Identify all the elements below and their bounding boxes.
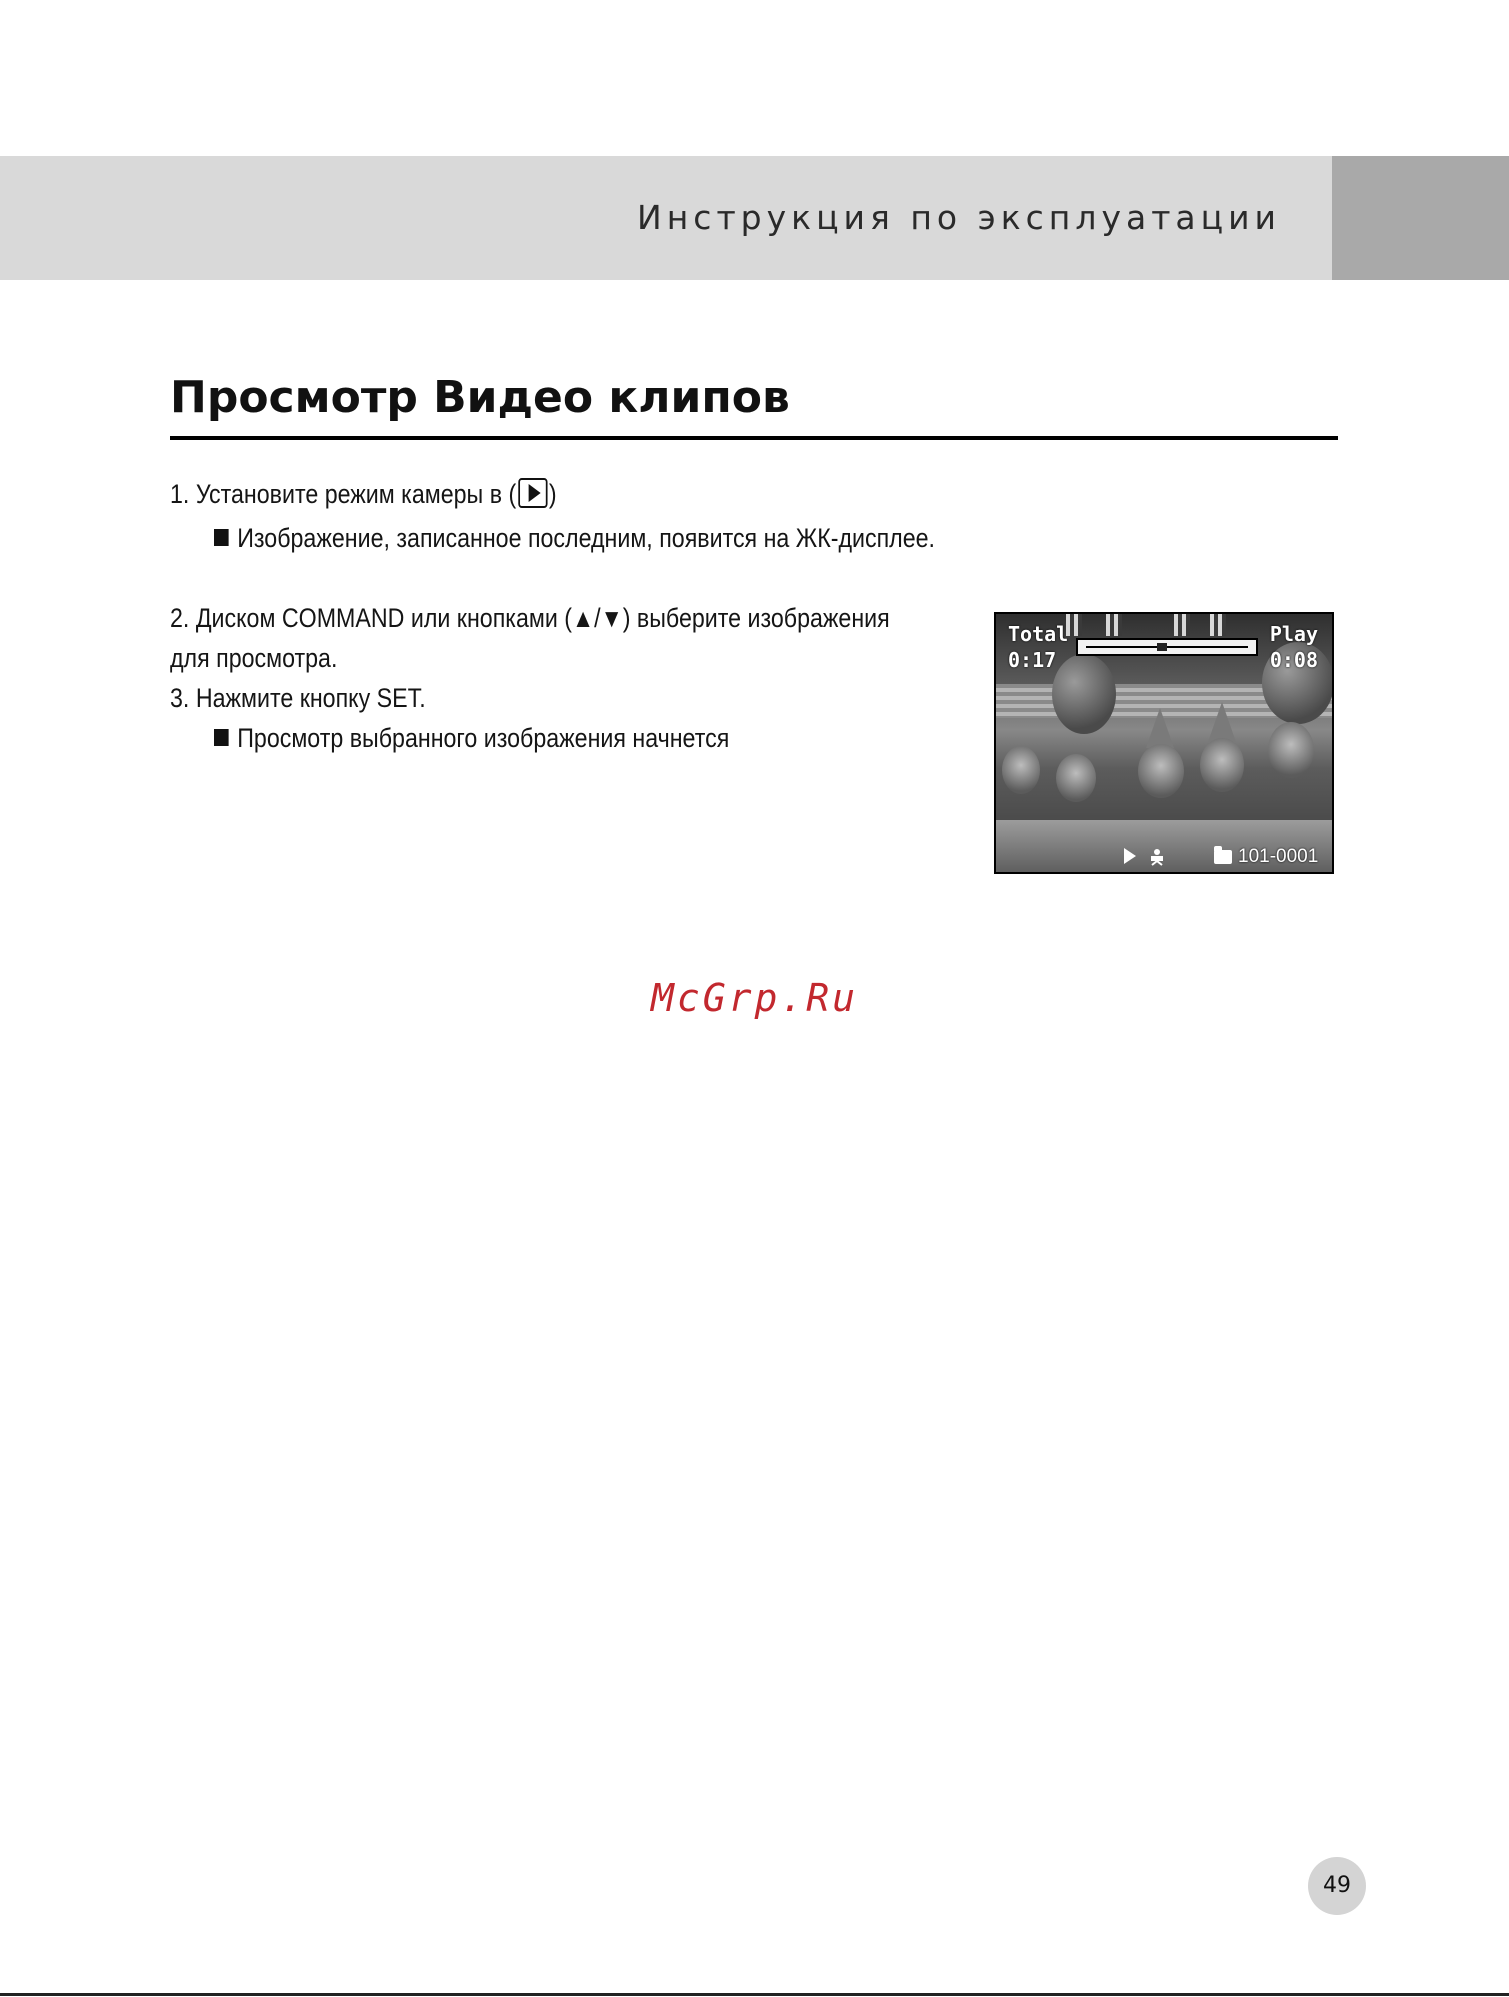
- photo-face: [1002, 746, 1040, 794]
- folder-icon: [1214, 850, 1232, 864]
- photo-face: [1056, 754, 1096, 802]
- photo-face: [1268, 722, 1314, 778]
- down-arrow-icon: ▼: [600, 603, 623, 633]
- photo-building: [1106, 614, 1122, 636]
- page-number: 49: [1308, 1857, 1366, 1915]
- osd-total-label: Total: [1008, 622, 1069, 646]
- header-tab: [1332, 156, 1509, 280]
- play-mode-icon: [518, 478, 547, 508]
- bottom-divider: [0, 1993, 1509, 1996]
- step-1-note: [214, 520, 935, 556]
- step-1-suffix: ): [548, 479, 557, 509]
- lcd-preview: [994, 612, 1334, 874]
- osd-play-label: Play: [1269, 622, 1318, 646]
- step-3-note: [214, 720, 729, 756]
- photo-party-hat: [1208, 702, 1236, 742]
- header-title: Инструкция по эксплуатации: [637, 198, 1281, 237]
- step-2: [170, 600, 890, 636]
- osd-play-time: 0:08: [1269, 648, 1318, 672]
- bullet-square-icon: [214, 529, 229, 546]
- step-3: 3. Нажмите кнопку SET.: [170, 683, 426, 713]
- photo-building: [1210, 614, 1226, 636]
- file-number: 101-0001: [1238, 846, 1319, 867]
- step-2-suffix: ) выберите изображения: [622, 603, 890, 633]
- photo-building: [1066, 614, 1082, 636]
- photo-building: [1174, 614, 1190, 636]
- step-2-prefix: 2. Диском COMMAND или кнопками (: [170, 603, 572, 633]
- photo-face: [1200, 738, 1244, 792]
- step-1-note-text: Изображение, записанное последним, появится на ЖК-дисплее.: [237, 523, 936, 553]
- play-icon: [1124, 848, 1136, 864]
- step-2-line-2: для просмотра.: [170, 643, 338, 673]
- progress-knob: [1157, 643, 1167, 651]
- osd-total-time: 0:17: [1008, 648, 1057, 672]
- title-divider: [170, 436, 1338, 440]
- watermark: McGrp.Ru: [650, 976, 859, 1020]
- bullet-square-icon: [214, 729, 229, 746]
- step-3-note-text: Просмотр выбранного изображения начнется: [237, 723, 730, 753]
- page-title: Просмотр Видео клипов: [170, 372, 790, 423]
- step-2-separator: /: [594, 603, 601, 633]
- photo-face: [1138, 744, 1184, 798]
- photo-balloon: [1052, 654, 1116, 734]
- step-1-prefix: 1. Установите режим камеры в (: [170, 479, 517, 509]
- playback-progress-bar: [1076, 638, 1258, 656]
- movie-camera-icon: [1148, 848, 1166, 866]
- up-arrow-icon: ▲: [571, 603, 595, 633]
- step-1: [170, 476, 557, 512]
- photo-party-hat: [1146, 708, 1174, 748]
